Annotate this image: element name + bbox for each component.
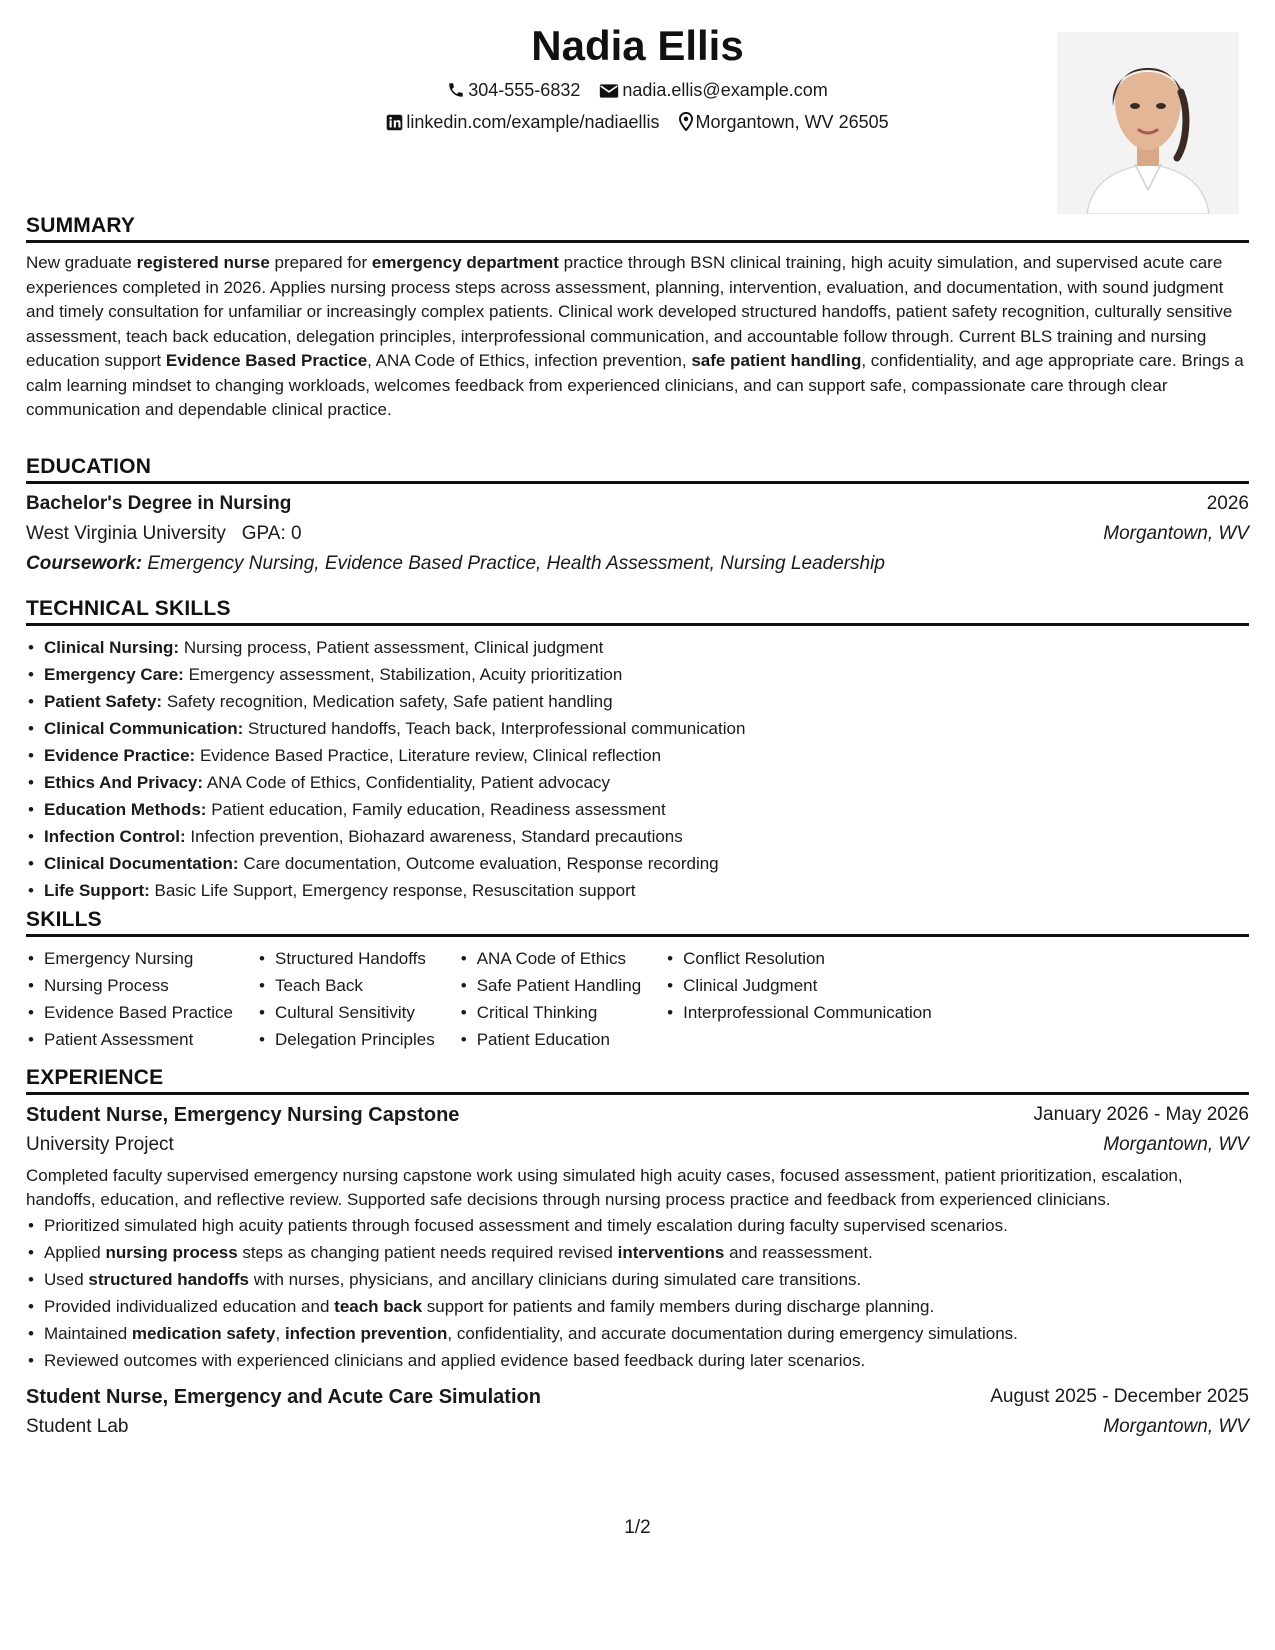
job-1-dates: January 2026 - May 2026	[1033, 1104, 1249, 1125]
phone-icon	[447, 81, 465, 99]
skills-column	[665, 945, 956, 1053]
technical-skill-item	[26, 715, 1249, 742]
skill-item: • Critical Thinking	[459, 999, 641, 1026]
technical-skill-text: Emergency assessment, Stabilization, Acuity prioritization	[188, 665, 623, 684]
skill-item: • Patient Education	[459, 1026, 641, 1053]
skill-item: • Cultural Sensitivity	[257, 999, 435, 1026]
bullet-highlight: teach back	[334, 1297, 423, 1316]
technical-skill-label: Education Methods:	[44, 800, 207, 819]
phone-contact	[447, 80, 580, 101]
bullet-run: steps as changing patient needs required revised	[237, 1243, 618, 1262]
bullet-run: Maintained	[44, 1324, 132, 1343]
email-contact[interactable]	[599, 80, 827, 101]
skills-heading: SKILLS	[26, 908, 1249, 937]
education-section	[26, 455, 1249, 579]
page-number: 1/2	[624, 1517, 651, 1538]
technical-skill-item	[26, 796, 1249, 823]
bullet-run: , confidentiality, and accurate documentation during emergency simulations.	[447, 1324, 1018, 1343]
technical-skill-item	[26, 742, 1249, 769]
job-2-org: Student Lab	[26, 1416, 129, 1437]
phone-text: 304-555-6832	[468, 80, 581, 100]
job-1-org-row	[26, 1130, 1249, 1160]
education-heading: EDUCATION	[26, 455, 1249, 484]
technical-skill-label: Evidence Practice:	[44, 746, 196, 765]
experience-section	[26, 1066, 1249, 1442]
education-school-row	[26, 519, 1249, 549]
summary-run: , confidentiality, and age appropriate care. Brings a calm learning mindset to changing workloads, welcomes feedback from experienced clinicians, and can support safe, compassionate care through clear communication and dependable clinical practice.	[26, 351, 1244, 419]
summary-heading: SUMMARY	[26, 214, 1249, 243]
job-bullet	[26, 1293, 1249, 1320]
coursework-list: Emergency Nursing, Evidence Based Practice, Health Assessment, Nursing Leadership	[147, 553, 885, 574]
coursework	[26, 549, 885, 579]
technical-skill-label: Clinical Documentation:	[44, 854, 239, 873]
skill-item: • Delegation Principles	[257, 1026, 435, 1053]
skill-item: • Nursing Process	[26, 972, 233, 999]
technical-skill-text: Structured handoffs, Teach back, Interprofessional communication	[248, 719, 746, 738]
technical-skill-text: Patient education, Family education, Readiness assessment	[211, 800, 666, 819]
email-icon	[599, 83, 619, 99]
technical-skill-item	[26, 688, 1249, 715]
location-contact	[679, 112, 889, 133]
job-1-bullets	[26, 1212, 1249, 1374]
summary-highlight: Evidence Based Practice	[165, 351, 368, 370]
bullet-run: ,	[275, 1324, 285, 1343]
bullet-run: Used	[44, 1270, 89, 1289]
technical-skill-label: Patient Safety:	[44, 692, 163, 711]
skill-item: • ANA Code of Ethics	[459, 945, 641, 972]
summary-highlight: safe patient handling	[691, 351, 862, 370]
technical-skill-item	[26, 850, 1249, 877]
technical-skill-text: Evidence Based Practice, Literature review, Clinical reflection	[199, 746, 662, 765]
summary-highlight: emergency department	[371, 253, 559, 272]
technical-skill-item	[26, 661, 1249, 688]
technical-skill-text: Safety recognition, Medication safety, Safe patient handling	[166, 692, 613, 711]
summary-run: New graduate	[26, 253, 137, 272]
summary-section	[26, 214, 1249, 423]
skills-grid	[26, 945, 1249, 1053]
technical-skill-text: Basic Life Support, Emergency response, Resuscitation support	[154, 881, 636, 900]
coursework-label: Coursework:	[26, 553, 143, 574]
technical-skill-text: Infection prevention, Biohazard awareness, Standard precautions	[190, 827, 683, 846]
education-degree-row	[26, 489, 1249, 519]
technical-skill-label: Clinical Communication:	[44, 719, 244, 738]
bullet-highlight: structured handoffs	[88, 1270, 249, 1289]
profile-photo	[1057, 32, 1239, 214]
bullet-highlight: medication safety	[131, 1324, 276, 1343]
job-bullet	[26, 1347, 1249, 1374]
skill-item: • Evidence Based Practice	[26, 999, 233, 1026]
job-1-location: Morgantown, WV	[1103, 1134, 1249, 1155]
location-text: Morgantown, WV 26505	[695, 112, 889, 132]
skill-item: • Emergency Nursing	[26, 945, 233, 972]
technical-skill-text: ANA Code of Ethics, Confidentiality, Patient advocacy	[206, 773, 611, 792]
school-info	[26, 519, 302, 549]
summary-highlight: registered nurse	[136, 253, 270, 272]
skills-column	[459, 945, 665, 1053]
technical-skills-heading: TECHNICAL SKILLS	[26, 597, 1249, 626]
skill-item: • Structured Handoffs	[257, 945, 435, 972]
summary-run: prepared for	[269, 253, 372, 272]
job-1-title: Student Nurse, Emergency Nursing Capstone	[26, 1104, 460, 1126]
technical-skill-label: Life Support:	[44, 881, 150, 900]
skill-item: • Interprofessional Communication	[665, 999, 932, 1026]
job-1-title-row	[26, 1100, 1249, 1130]
job-1-description: Completed faculty supervised emergency nursing capstone work using simulated high acuity cases, focused assessment, patient prioritization, escalation, handoffs, education, and reflective review. Supported safe decisions through nursing process practice and feedback from experienced clinicians.	[26, 1166, 1183, 1209]
skill-item: • Safe Patient Handling	[459, 972, 641, 999]
skill-item: • Patient Assessment	[26, 1026, 233, 1053]
gpa: GPA: 0	[241, 523, 302, 544]
job-2-dates: August 2025 - December 2025	[990, 1386, 1249, 1407]
candidate-name: Nadia Ellis	[531, 22, 744, 69]
skills-section	[26, 908, 1249, 1053]
bullet-run: Reviewed outcomes with experienced clinicians and applied evidence based feedback during later scenarios.	[44, 1351, 866, 1370]
skills-column	[26, 945, 257, 1053]
technical-skill-text: Nursing process, Patient assessment, Clinical judgment	[183, 638, 604, 657]
job-bullet	[26, 1320, 1249, 1347]
resume-header	[26, 0, 1249, 220]
technical-skills-section	[26, 597, 1249, 904]
job-entry-1	[26, 1100, 1249, 1374]
bullet-run: with nurses, physicians, and ancillary clinicians during simulated care transitions.	[248, 1270, 862, 1289]
bullet-run: Applied	[44, 1243, 106, 1262]
email-text: nadia.ellis@example.com	[622, 80, 828, 100]
job-1-org: University Project	[26, 1134, 174, 1155]
bullet-run: and reassessment.	[724, 1243, 873, 1262]
job-entry-2	[26, 1382, 1249, 1442]
technical-skill-label: Infection Control:	[44, 827, 186, 846]
graduation-year: 2026	[1206, 493, 1249, 514]
technical-skill-text: Care documentation, Outcome evaluation, Response recording	[243, 854, 719, 873]
technical-skills-list	[26, 634, 1249, 904]
job-bullet	[26, 1212, 1249, 1239]
technical-skill-item	[26, 877, 1249, 904]
bullet-run: support for patients and family members during discharge planning.	[422, 1297, 935, 1316]
bullet-highlight: interventions	[617, 1243, 725, 1262]
school-location: Morgantown, WV	[1103, 523, 1249, 544]
technical-skill-label: Emergency Care:	[44, 665, 184, 684]
summary-text	[26, 251, 1249, 423]
summary-run: , ANA Code of Ethics, infection prevention,	[367, 351, 692, 370]
job-bullet	[26, 1266, 1249, 1293]
technical-skill-label: Ethics And Privacy:	[44, 773, 204, 792]
bullet-highlight: nursing process	[105, 1243, 238, 1262]
bullet-run: Provided individualized education and	[44, 1297, 335, 1316]
bullet-highlight: infection prevention	[284, 1324, 448, 1343]
coursework-row	[26, 549, 1249, 579]
job-2-title: Student Nurse, Emergency and Acute Care Simulation	[26, 1386, 541, 1408]
school-name: West Virginia University	[26, 523, 226, 544]
experience-heading: EXPERIENCE	[26, 1066, 1249, 1095]
degree-name: Bachelor's Degree in Nursing	[26, 493, 292, 514]
skill-item: • Teach Back	[257, 972, 435, 999]
linkedin-text: linkedin.com/example/nadiaellis	[406, 112, 660, 132]
technical-skill-item	[26, 823, 1249, 850]
job-bullet	[26, 1239, 1249, 1266]
technical-skill-item	[26, 634, 1249, 661]
linkedin-contact[interactable]	[386, 112, 659, 133]
skill-item: • Clinical Judgment	[665, 972, 932, 999]
technical-skill-label: Clinical Nursing:	[44, 638, 180, 657]
bullet-run: Prioritized simulated high acuity patients through focused assessment and timely escalation during faculty supervised scenarios.	[44, 1216, 1008, 1235]
skill-item: • Conflict Resolution	[665, 945, 932, 972]
summary-run: practice through BSN clinical training, high acuity simulation, and supervised acute care experiences completed in 2026. Applies nursing process steps across assessment, planning, intervention, evaluation, and documentation, with sound judgment and timely consultation for unfamiliar or increasingly complex patients. Clinical work developed structured handoffs, patient safety recognition, culturally sensitive assessment, teach back education, delegation principles, interprofessional communication, and accountable follow through. Current BLS training and nursing education support	[26, 253, 1233, 370]
skills-column	[257, 945, 459, 1053]
job-2-org-row	[26, 1412, 1249, 1442]
job-2-location: Morgantown, WV	[1103, 1416, 1249, 1437]
job-2-title-row	[26, 1382, 1249, 1412]
linkedin-icon	[386, 114, 403, 131]
location-pin-icon	[679, 112, 693, 131]
technical-skill-item	[26, 769, 1249, 796]
